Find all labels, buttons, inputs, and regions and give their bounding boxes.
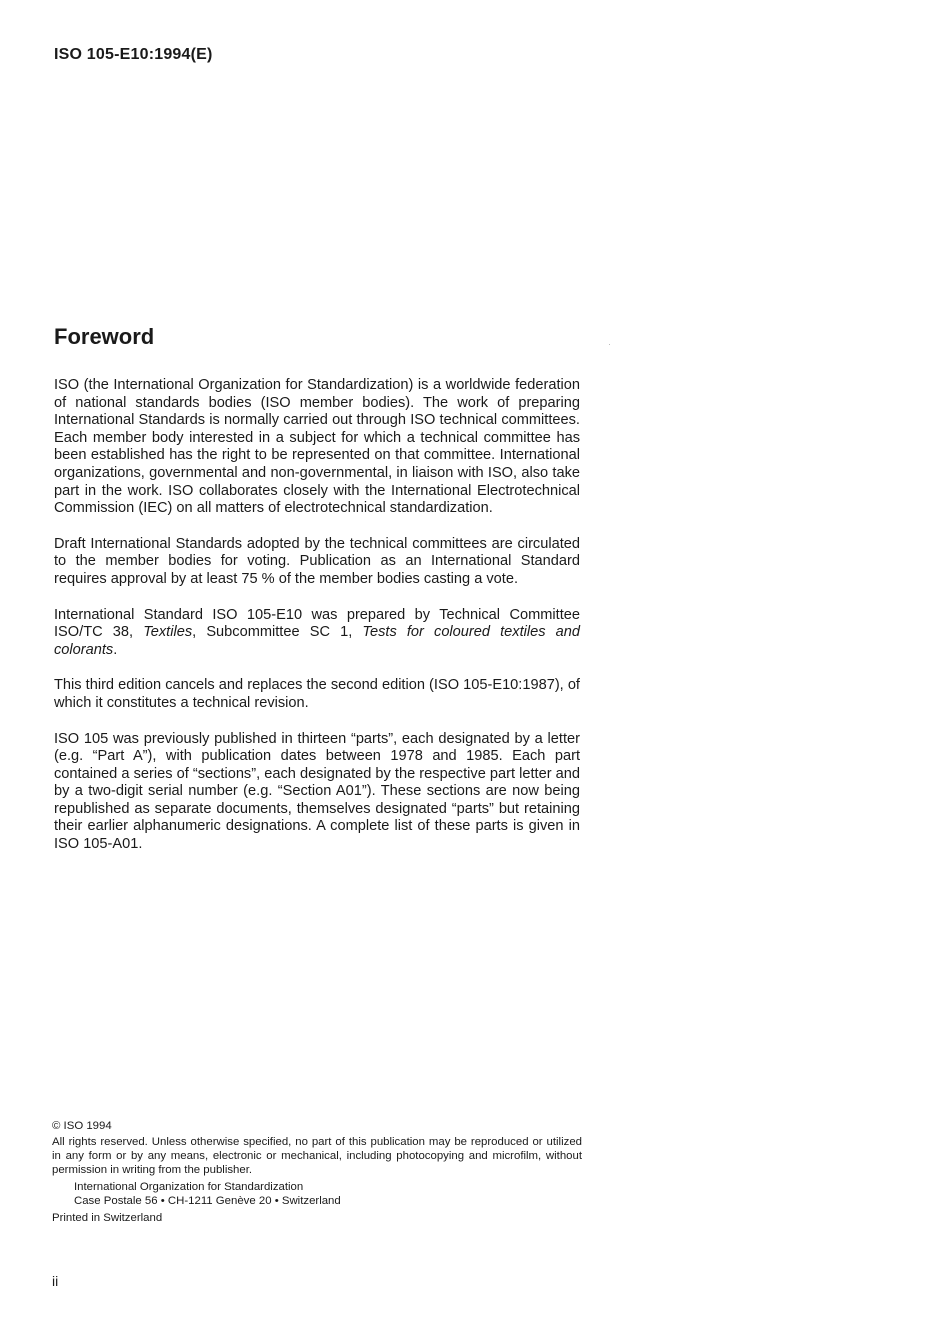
publisher-address: Case Postale 56 • CH-1211 Genève 20 • Switzerland	[74, 1195, 341, 1207]
publisher-name: International Organization for Standardization	[74, 1181, 304, 1193]
paragraph-3-text-c: , Subcommittee SC 1,	[192, 624, 363, 641]
paragraph-4: This third edition cancels and replaces the second edition (ISO 105-E10:1987), of which it constitutes a technical revision.	[54, 677, 580, 711]
scan-speck	[609, 344, 610, 345]
copyright-notice: © ISO 1994	[52, 1120, 112, 1132]
copyright-block	[52, 1119, 582, 1225]
paragraph-3-text-e: .	[113, 641, 118, 658]
paragraph-3	[54, 607, 580, 660]
printed-location: Printed in Switzerland	[52, 1212, 163, 1224]
paragraph-1: ISO (the International Organization for Standardization) is a worldwide federation of national standards bodies (ISO member bodies). The work of preparing International Standards is normally carried out through ISO technical committees. Each member body interested in a subject for which a technical committee has been established has the right to be represented on that committee. International organizations, governmental and non-governmental, in liaison with ISO, also take part in the work. ISO collaborates closely with the International Electrotechnical Commission (IEC) on all matters of electrotechnical standardization.	[54, 377, 580, 517]
paragraph-2: Draft International Standards adopted by the technical committees are circulated to the member bodies for voting. Publication as an International Standard requires approval by at least 75 % of the member bodies casting a vote.	[54, 535, 580, 587]
document-code: ISO 105-E10:1994(E)	[54, 46, 213, 63]
committee-name: Textiles	[143, 624, 193, 641]
paragraph-5: ISO 105 was previously published in thirteen “parts”, each designated by a letter (e.g. “Part A”), with publication dates between 1978 and 1985. Each part contained a series of “sections”, each designated by the respective part letter and by a two-digit serial number (e.g. “Section A01”). These sections are now being republished as separate documents, themselves designated “parts” but retaining their earlier alphanumeric designations. A complete list of these parts is given in ISO 105-A01.	[54, 730, 580, 853]
paragraph-3-text-a: International Standard ISO 105-E10 was prepared by Technical Committee ISO/TC 38,	[54, 606, 580, 641]
page-number: ii	[52, 1273, 59, 1289]
subcommittee-name: Tests for coloured textiles and colorants	[54, 624, 581, 658]
foreword-body	[54, 377, 580, 872]
rights-statement: All rights reserved. Unless otherwise specified, no part of this publication may be reproduced or utilized in any form or by any means, electronic or mechanical, including photocopying and microfilm, without permission in writing from the publisher.	[52, 1136, 582, 1176]
section-title: Foreword	[54, 324, 155, 349]
